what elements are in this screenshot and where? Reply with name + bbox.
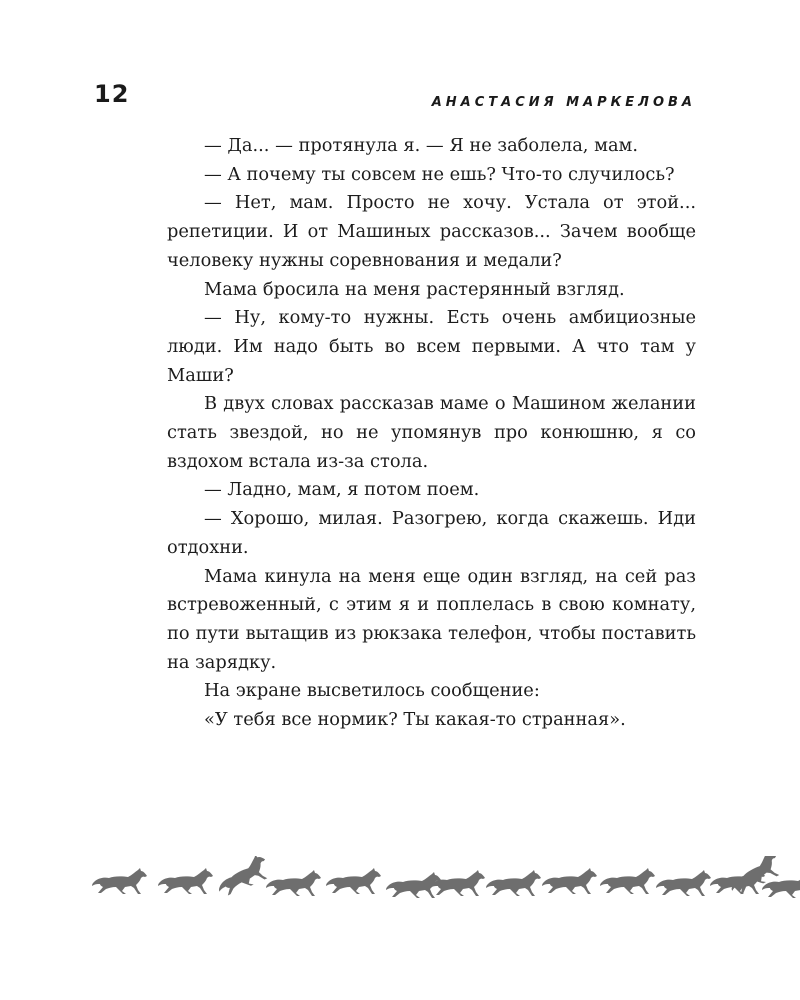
paragraph: — Нет, мам. Просто не хочу. Устала от этой... репетиции. И от Машиных рассказов... Зачем вообще человеку нужны соревнования и медали?: [167, 192, 696, 271]
paragraph: — Хорошо, милая. Разогрею, когда скажешь. Иди отдохни.: [167, 508, 696, 558]
running-head: АНАСТАСИЯ МАРКЕЛОВА: [431, 95, 696, 110]
paragraph: «У тебя все нормик? Ты какая-то странная».: [204, 709, 626, 731]
page-number: 12: [94, 80, 130, 108]
paragraph: На экране высветилось сообщение:: [204, 680, 540, 702]
paragraph: — А почему ты совсем не ешь? Что-то случилось?: [204, 163, 675, 185]
running-horses-icon: [90, 856, 800, 900]
paragraph: — Ладно, мам, я потом поем.: [204, 479, 480, 501]
paragraph: Мама бросила на меня растерянный взгляд.: [204, 278, 625, 300]
paragraph: — Ну, кому-то нужны. Есть очень амбициозные люди. Им надо быть во всем первыми. А что там у Маши?: [167, 307, 696, 386]
paragraph: — Да... — протянула я. — Я не заболела, мам.: [204, 135, 639, 156]
body-text: [167, 132, 696, 735]
paragraph: Мама кинула на меня еще один взгляд, на сей раз встревоженный, с этим я и поплелась в свою комнату, по пути вытащив из рюкзака телефон, чтобы поставить на зарядку.: [167, 565, 696, 673]
paragraph: В двух словах рассказав маме о Машином желании стать звездой, но не упомянув про конюшню, я со вздохом встала из-за стола.: [167, 393, 696, 472]
